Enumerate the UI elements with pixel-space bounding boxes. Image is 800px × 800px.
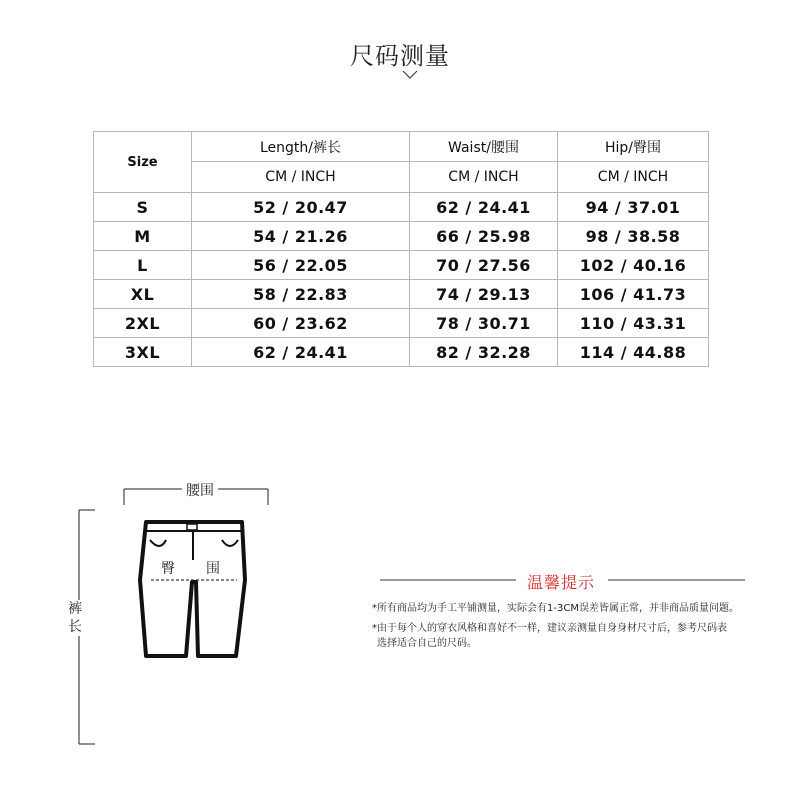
size-cell: S [94,193,192,222]
hip-label-char-1: 臀 [161,561,175,577]
table-row [94,251,709,280]
hip-cell: 94 / 37.01 [558,193,709,222]
unit-header-length: CM / INCH [192,162,410,193]
length-cell: 60 / 23.62 [192,309,410,338]
tip-line-1: *所有商品均为手工平铺测量，实际会有1-3CM误差皆属正常，并非商品质量问题。 [372,603,739,614]
length-cell: 58 / 22.83 [192,280,410,309]
waist-cell: 82 / 32.28 [410,338,558,367]
length-cell: 62 / 24.41 [192,338,410,367]
length-label-char-2: 长 [68,619,82,635]
column-header-waist: Waist/腰围 [410,132,558,162]
table-row [94,222,709,251]
size-cell: M [94,222,192,251]
unit-header-hip: CM / INCH [558,162,709,193]
column-header-length: Length/裤长 [192,132,410,162]
size-table [93,131,709,367]
shorts-icon [140,522,245,656]
table-row [94,338,709,367]
waist-label: 腰围 [182,480,218,500]
table-row [94,280,709,309]
size-cell: 2XL [94,309,192,338]
table-row [94,193,709,222]
hip-cell: 102 / 40.16 [558,251,709,280]
page-title: 尺码测量 [350,42,450,70]
length-cell: 56 / 22.05 [192,251,410,280]
size-cell: 3XL [94,338,192,367]
length-label-char-1: 裤 [68,601,82,617]
hip-cell: 110 / 43.31 [558,309,709,338]
waist-cell: 74 / 29.13 [410,280,558,309]
table-row [94,309,709,338]
size-cell: XL [94,280,192,309]
waist-cell: 70 / 27.56 [410,251,558,280]
tips-title: 温馨提示 [527,573,596,592]
waist-cell: 78 / 30.71 [410,309,558,338]
tip-line-3: 选择适合自己的尺码。 [377,638,477,649]
hip-cell: 106 / 41.73 [558,280,709,309]
size-header: Size [94,132,192,193]
hip-cell: 98 / 38.58 [558,222,709,251]
waist-cell: 62 / 24.41 [410,193,558,222]
length-label [66,600,84,636]
hip-cell: 114 / 44.88 [558,338,709,367]
waist-cell: 66 / 25.98 [410,222,558,251]
tip-line-2: *由于每个人的穿衣风格和喜好不一样，建议亲测量自身身材尺寸后，参考尺码表 [372,623,727,634]
unit-header-waist: CM / INCH [410,162,558,193]
column-header-hip: Hip/臀围 [558,132,709,162]
size-cell: L [94,251,192,280]
length-cell: 54 / 21.26 [192,222,410,251]
chevron-down-icon [402,70,418,80]
length-cell: 52 / 20.47 [192,193,410,222]
header-row [94,132,709,162]
hip-label-char-2: 围 [206,561,220,577]
